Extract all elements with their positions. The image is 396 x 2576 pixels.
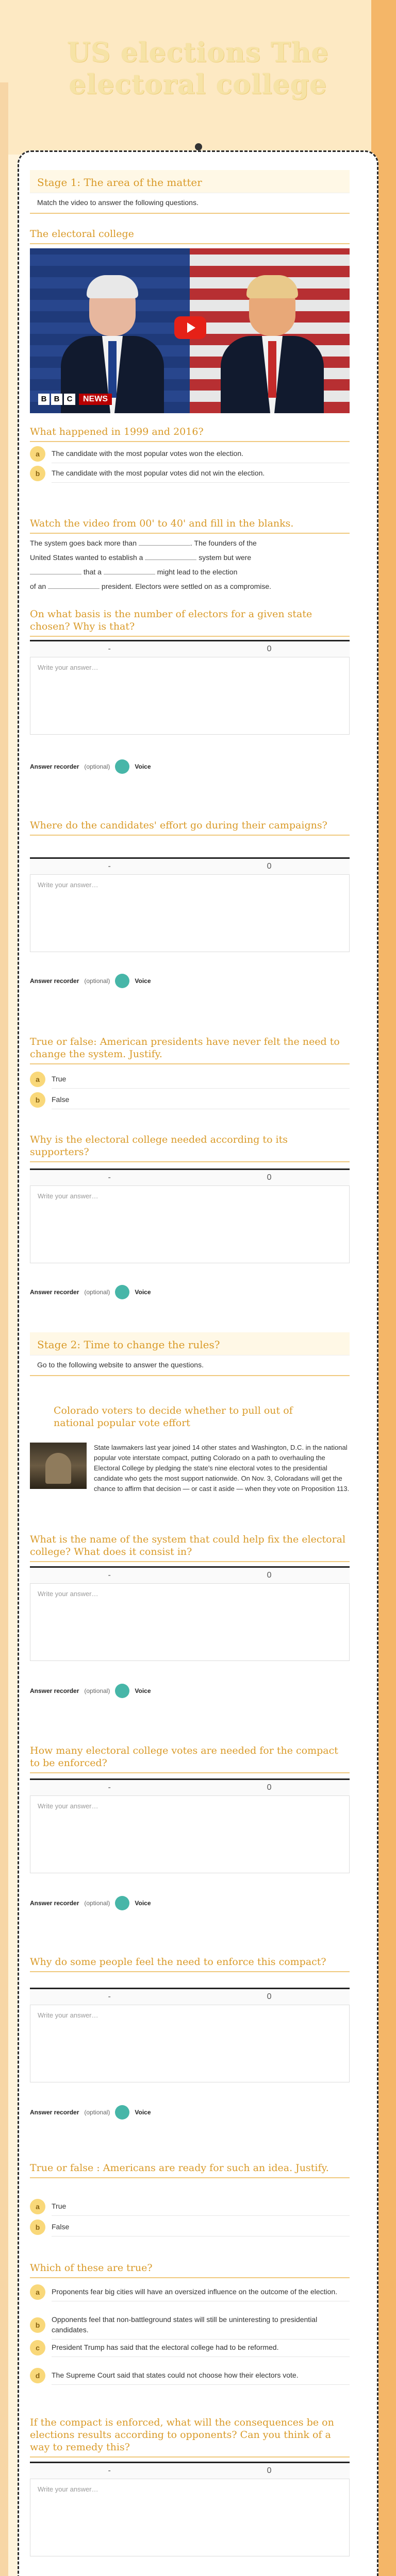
record-voice-button[interactable]: [115, 1285, 129, 1299]
q3-answer-field[interactable]: Write your answer…: [30, 657, 350, 735]
minus-button[interactable]: -: [108, 1571, 111, 1580]
q4-answer-field[interactable]: Write your answer…: [30, 875, 350, 952]
blank-3[interactable]: [30, 567, 81, 574]
blank-4[interactable]: [104, 567, 155, 574]
blank-2[interactable]: [145, 553, 196, 560]
q6-heading: Why is the electoral college needed according to its supporters?: [30, 1133, 350, 1162]
q12-heading: If the compact is enforced, what will the consequences be on elections results according to opponents? Can you think of a way to remedy this?: [30, 2416, 350, 2458]
q8-editor-toolbar: [30, 1778, 350, 1796]
stage-2-desc: Go to the following website to answer the questions.: [30, 1355, 350, 1375]
play-icon[interactable]: [174, 316, 206, 339]
q9-answer-field[interactable]: Write your answer…: [30, 2005, 350, 2082]
minus-button[interactable]: -: [108, 645, 111, 653]
q2-fill-text: The system goes back more than . The founders of the United States wanted to establish a system but were that a might lead to the election of an president. Electors were settled on as a compromise.: [30, 539, 272, 590]
record-voice-button[interactable]: [115, 2105, 129, 2120]
q6-editor-toolbar: [30, 1168, 350, 1186]
q4-heading: Where do the candidates' effort go during their campaigns?: [30, 819, 350, 836]
video-player[interactable]: [30, 248, 350, 413]
stage-1-title: Stage 1: The area of the matter: [37, 176, 202, 189]
stage-1-desc: Match the video to answer the following questions.: [30, 193, 350, 213]
zero-button[interactable]: 0: [267, 862, 272, 871]
zero-button[interactable]: 0: [267, 645, 272, 653]
candidate-right-image: [221, 264, 324, 413]
q1-option-a[interactable]: a The candidate with the most popular votes won the election.: [30, 444, 350, 463]
q7-answer-field[interactable]: Write your answer…: [30, 1584, 350, 1661]
minus-button[interactable]: -: [108, 1992, 111, 2001]
video-heading: The electoral college: [30, 228, 350, 244]
zero-button[interactable]: 0: [267, 2466, 272, 2475]
blank-1[interactable]: [139, 538, 190, 546]
q5-option-a[interactable]: a True: [30, 1070, 350, 1089]
q2-heading: Watch the video from 00' to 40' and fill in the blanks.: [30, 517, 350, 534]
q1-option-b[interactable]: b The candidate with the most popular votes did not win the election.: [30, 464, 350, 483]
q5-option-b[interactable]: b False: [30, 1090, 350, 1109]
minus-button[interactable]: -: [108, 1783, 111, 1792]
pin-icon: [195, 143, 202, 150]
q10-option-a[interactable]: a True: [30, 2197, 350, 2216]
q11-option-c[interactable]: c President Trump has said that the electoral college had to be reformed.: [30, 2338, 350, 2357]
q4-editor-toolbar: [30, 857, 350, 875]
zero-button[interactable]: 0: [267, 1571, 272, 1580]
q10-option-b[interactable]: b False: [30, 2217, 350, 2236]
record-voice-button[interactable]: [115, 1684, 129, 1698]
q7-editor-toolbar: [30, 1566, 350, 1584]
q9-heading: Why do some people feel the need to enforce this compact?: [30, 1956, 350, 1972]
q11-option-d[interactable]: d The Supreme Court said that states could not choose how their electors vote.: [30, 2366, 350, 2385]
zero-button[interactable]: 0: [267, 1783, 272, 1792]
q11-option-b[interactable]: b Opponents feel that non-battleground states will still be uninteresting to presidential candidates.: [30, 2310, 350, 2340]
q11-heading: Which of these are true?: [30, 2262, 350, 2278]
q3-heading: On what basis is the number of electors for a given state chosen? Why is that?: [30, 608, 350, 637]
stage-2-box: [30, 1332, 350, 1376]
q12-answer-field[interactable]: Write your answer…: [30, 2479, 350, 2556]
q12-editor-toolbar: [30, 2462, 350, 2479]
q10-heading: True or false : Americans are ready for such an idea. Justify.: [30, 2162, 350, 2178]
candidate-left-image: [61, 264, 164, 413]
q9-recorder: Answer recorder (optional) Voice: [30, 2105, 236, 2120]
article-body: State lawmakers last year joined 14 other states and Washington, D.C. in the national popular vote interstate compact, putting Colorado on a path to overhauling the Electoral College by pledging the state's nine electoral votes to the presidential candidate who gets the most support nationwide. On Nov. 3, Coloradans will get the chance to affirm that decision — or cast it aside — when they vote on Proposition 113.: [94, 1444, 350, 1493]
stage-2-title: Stage 2: Time to change the rules?: [37, 1338, 220, 1351]
article-thumbnail: [30, 1443, 87, 1489]
bbc-news-logo: B B C NEWS: [38, 394, 112, 405]
q1-heading: What happened in 1999 and 2016?: [30, 426, 350, 442]
article-heading[interactable]: Colorado voters to decide whether to pull out of national popular vote effort: [54, 1405, 293, 1429]
q6-answer-field[interactable]: Write your answer…: [30, 1186, 350, 1263]
q11-option-a[interactable]: a Proponents fear big cities will have an oversized influence on the outcome of the election.: [30, 2282, 350, 2301]
q8-heading: How many electoral college votes are needed for the compact to be enforced?: [30, 1744, 350, 1773]
q5-heading: True or false: American presidents have never felt the need to change the system. Justify.: [30, 1036, 350, 1064]
stage-1-box: [30, 170, 350, 214]
record-voice-button[interactable]: [115, 1896, 129, 1910]
article-snippet: [30, 1443, 350, 1494]
record-voice-button[interactable]: [115, 759, 129, 774]
page-title: US elections The electoral college: [67, 37, 329, 100]
q4-recorder: Answer recorder (optional) Voice: [30, 974, 236, 988]
q6-recorder: Answer recorder (optional) Voice: [30, 1285, 236, 1299]
q3-editor-toolbar: [30, 640, 350, 657]
blank-5[interactable]: [48, 582, 100, 589]
q7-recorder: Answer recorder (optional) Voice: [30, 1684, 236, 1698]
zero-button[interactable]: 0: [267, 1992, 272, 2001]
zero-button[interactable]: 0: [267, 1173, 272, 1182]
q8-recorder: Answer recorder (optional) Voice: [30, 1896, 236, 1910]
record-voice-button[interactable]: [115, 974, 129, 988]
q3-recorder: Answer recorder (optional) Voice: [30, 759, 236, 774]
minus-button[interactable]: -: [108, 1173, 111, 1182]
q9-editor-toolbar: [30, 1988, 350, 2005]
minus-button[interactable]: -: [108, 862, 111, 871]
left-decor-band: [0, 82, 8, 2576]
minus-button[interactable]: -: [108, 2466, 111, 2475]
q7-heading: What is the name of the system that could help fix the electoral college? What does it consist in?: [30, 1533, 350, 1562]
q8-answer-field[interactable]: Write your answer…: [30, 1796, 350, 1873]
